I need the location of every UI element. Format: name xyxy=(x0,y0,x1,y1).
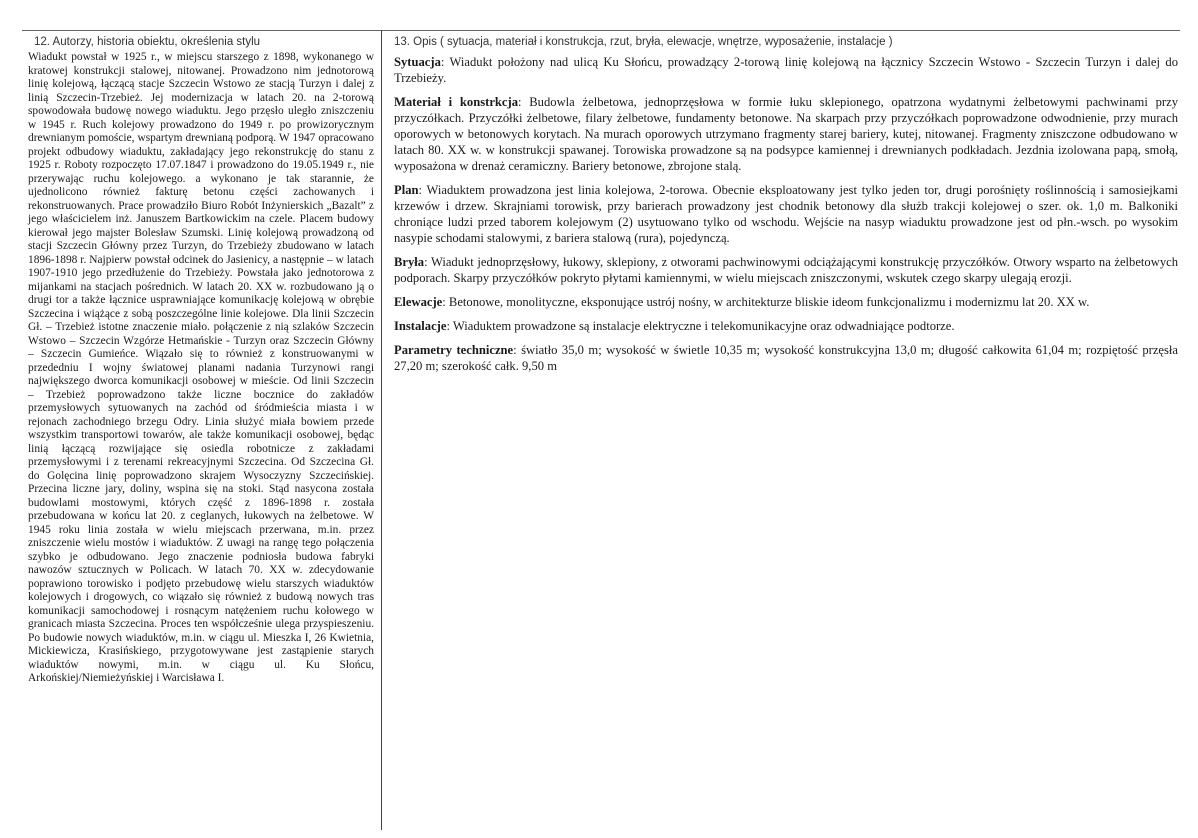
section-elewacje xyxy=(394,294,1178,310)
section-instalacje xyxy=(394,318,1178,334)
section-text: : Budowla żelbetowa, jednoprzęsłowa w formie łuku sklepionego, opatrzona wydatnymi żelbetowymi pachwinami przy przyczółkach. Przyczółki żelbetowe, filary żelbetowe, fundamenty betonowe. Na skarpach przy przyczółkach poprowadzone odwodnienie, przy murach oporowych w betonowych korytach. Na murach oporowych utrzymano fragmenty starej bariery, kutej, nitowanej. Fragmenty zniszczone odbudowano w latach 80. XX w. w konstrukcji spawanej. Torowiska prowadzone są na podsypce kamiennej i drewnianych podkładach. Jezdnia izolowana papą, smołą, wyposażona w drenaż ceramiczny. Bariery betonowe, zbrojone stalą. xyxy=(394,95,1178,173)
section-label: Bryła xyxy=(394,255,425,269)
section-text: : światło 35,0 m; wysokość w świetle 10,35 m; wysokość konstrukcyjna 13,0 m; długość całkowita 61,04 m; rozpiętość przęsła 27,20 m; szerokość całk. 9,50 m xyxy=(394,343,1178,373)
history-text: Wiadukt powstał w 1925 r., w miejscu starszego z 1898, wykonanego w kratowej konstrukcji stalowej, nitowanej. Prowadzono nim jednotorową linię kolejową, łączącą stacje Szczecin Wstowo ze stacją Turzyn i dalej z linią Szczecin-Trzebież. Jej modernizacja w latach 20. na 2-torową spowodowała budowę nowego wiaduktu. Jego przęsło uległo zniszczeniu w 1945 r. Ruch kolejowy prowadzono do 1949 r. po prowizorycznym drewnianym pomoście, wspartym drewnianą podporą. W 1947 opracowano projekt odbudowy wiaduktu, zakładający jego rekonstrukcję do stanu z 1925 r. Roboty rozpoczęto 17.07.1847 i prowadzono do 19.05.1949 r., nie przerywając ruchu kolejowego. a wykonano je tak starannie, że ujednolicono również fakturę betonu części zachowanych i rekonstruowanych. Prace prowadziło Biuro Robót Inżynierskich „Bazalt” z jego właścicielem inż. Januszem Bartkowickim na czele. Placem budowy kierował jego majster Bolesław Szumski. Linię kolejową prowadzoną od stacji Szczecin Główny przez Turzyn, do Trzebieży zbudowano w latach 1896-1898 r. Najpierw powstał odcinek do Jasienicy, a następnie – w latach 1907-1910 jego przedłużenie do Trzebieży. Powstała jako jednotorowa z mijankami na stacjach pośrednich. W latach 20. XX w. rozbudowano ją o drugi tor a także łącznice usprawniające komunikację kolejową w obrębie Szczecina i wiążące z sobą poszczególne linie kolejowe. Dla linii Szczecin Gł. – Trzebież istotne znaczenie miało. połączenie z nią szlaków Szczecin Wstowo – Szczecin Wzgórze Hetmańskie - Turzyn oraz Szczecin Główny – Szczecin Gumieńce. Wiązało się to również z konstruowanymi w przededniu I wojny światowej planami nadania Turzynowi rangi największego dworca komunikacji osobowej w mieście. Od linii Szczecin – Trzebież poprowadzono także liczne bocznice do zakładów przemysłowych sytuowanych na zachód od śródmieścia miasta i w rejonach zachodniego brzegu Odry. Linia służyć miała bowiem przede wszystkim transportowi towarów, ale także komunikacji osobowej, będąc linią łączącą rozwijające się osiedla robotnicze z zakładami przemysłowymi i z terenami rekreacyjnymi Szczecina. Od Szczecina Gł. do Golęcina linię poprowadzono skrajem Wysoczyzny Szczecińskiej. Przecina liczne jary, doliny, wspina się na stoki. Stąd nasycona została budowlami mostowymi, których część z 1896-1898 r. została przebudowana w końcu lat 20. z ceglanych, łukowych na żelbetowe. W 1945 roku linia została w wielu miejscach przerwana, m.in. przez zniszczenie wielu mostów i wiaduktów. Z uwagi na rangę tego połączenia szybko je odbudowano. Jego znaczenie podniosła budowa fabryki nawozów sztucznych w Policach. W latach 70. XX w. zdecydowanie poprawiono torowisko i podjęto przebudowę wielu starszych wiaduktów kolejowych i drogowych, co wiązało się również z budową nowych tras komunikacji samochodowej i rosnącym natężeniem ruchu kołowego w granicach miasta Szczecina. Proces ten współcześnie ulega przyspieszeniu. Po budowie nowych wiaduktów, m.in. w ciągu ul. Mieszka I, 26 Kwietnia, Mickiewicza, Krasińskiego, przygotowywane jest zastąpienie starych wiaduktów nowymi, m.in. w ciągu ul. Ku Słońcu, Arkońskiej/Niemieżyńskiej i Warcisława I. xyxy=(28,51,374,684)
section-sytuacja xyxy=(394,54,1178,86)
history-column xyxy=(28,36,374,686)
top-rule xyxy=(22,30,1180,31)
section-label: Plan xyxy=(394,183,419,197)
section-text: : Wiaduktem prowadzona jest linia kolejowa, 2-torowa. Obecnie eksploatowany jest tylko jeden tor, drugi porośnięty roślinnością i samosiejkami krzewów i drzew. Skrajniami torowisk, przy barierach prowadzony jest chodnik betonowy dla służb trakcji kolejowej o szer. ok. 1,0 m. Balkoniki chroniące ludzi przed taborem kolejowym (2) usytuowano tylko od wschodu. Wejście na nasyp wiaduktu prowadzone jest od płn.-wsch. po wysokim nasypie schodami stalowymi, z bariera stalową (rura), pojedynczą. xyxy=(394,183,1178,245)
description-column xyxy=(394,36,1178,382)
section-text: : Wiaduktem prowadzone są instalacje elektryczne i telekomunikacyjne oraz odwadniające podtorze. xyxy=(446,319,955,333)
section-bryla xyxy=(394,254,1178,286)
history-heading: 12. Autorzy, historia obiektu, określenia stylu xyxy=(34,36,261,48)
section-parametry xyxy=(394,342,1178,374)
section-material xyxy=(394,94,1178,174)
section-label: Sytuacja xyxy=(394,55,441,69)
section-text: : Wiadukt jednoprzęsłowy, łukowy, sklepiony, z otworami pachwinowymi odciążającymi konstrukcję przyczółków. Otwory wsparto na żelbetowych podporach. Skarpy przyczółków pokryto płytami kamiennymi, w wielu miejscach zniszczonymi, wskutek czego skarpy ulegają erozji. xyxy=(394,255,1178,285)
section-label: Instalacje xyxy=(394,319,447,333)
section-label: Materiał i konstrkcja xyxy=(394,95,518,109)
section-text: : Betonowe, monolityczne, eksponujące ustrój nośny, w architekturze bliskie ideom funkcjonalizmu i modernizmu lat 20. XX w. xyxy=(442,295,1090,309)
column-divider xyxy=(381,30,382,830)
description-heading: 13. Opis ( sytuacja, materiał i konstrukcja, rzut, bryła, elewacje, wnętrze, wyposażenie, instalacje ) xyxy=(394,36,893,48)
section-text: : Wiadukt położony nad ulicą Ku Słońcu, prowadzący 2-torową linię kolejową na łącznicy Szczecin Wstowo - Szczecin Turzyn i dalej do Trzebieży. xyxy=(394,55,1178,85)
section-label: Elewacje xyxy=(394,295,443,309)
section-label: Parametry techniczne xyxy=(394,343,514,357)
section-plan xyxy=(394,182,1178,246)
